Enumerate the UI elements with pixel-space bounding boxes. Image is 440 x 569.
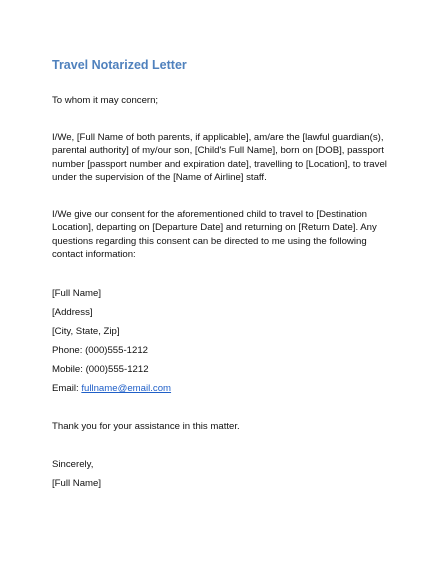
body-paragraph-1: I/We, [Full Name of both parents, if applicable], am/are the [lawful guardian(s), parental authority] of my/our son, [Child's Full Name], born on [DOB], passport number [passport number and expiration date], travelling to [Location], to travel under the supervision of the [Name of Airline] staff. [52,132,387,184]
body-paragraph-2: I/We give our consent for the aforementioned child to travel to [Destination Location], departing on [Departure Date] and returning on [Return Date]. Any questions regarding this consent can be directed to me using the following contact information: [52,209,377,261]
signature-name: [Full Name] [52,478,102,489]
contact-phone: Phone: (000)555-1212 [52,345,149,356]
contact-name: [Full Name] [52,288,102,299]
contact-city: [City, State, Zip] [52,326,120,337]
thanks-line: Thank you for your assistance in this matter. [52,421,240,432]
letter-title: Travel Notarized Letter [52,58,187,72]
contact-address: [Address] [52,307,93,318]
email-link[interactable]: fullname@email.com [81,383,172,394]
greeting: To whom it may concern; [52,95,159,106]
email-label: Email: [52,383,82,394]
contact-mobile: Mobile: (000)555-1212 [52,364,149,375]
closing: Sincerely, [52,459,94,470]
contact-email-line [52,382,171,395]
